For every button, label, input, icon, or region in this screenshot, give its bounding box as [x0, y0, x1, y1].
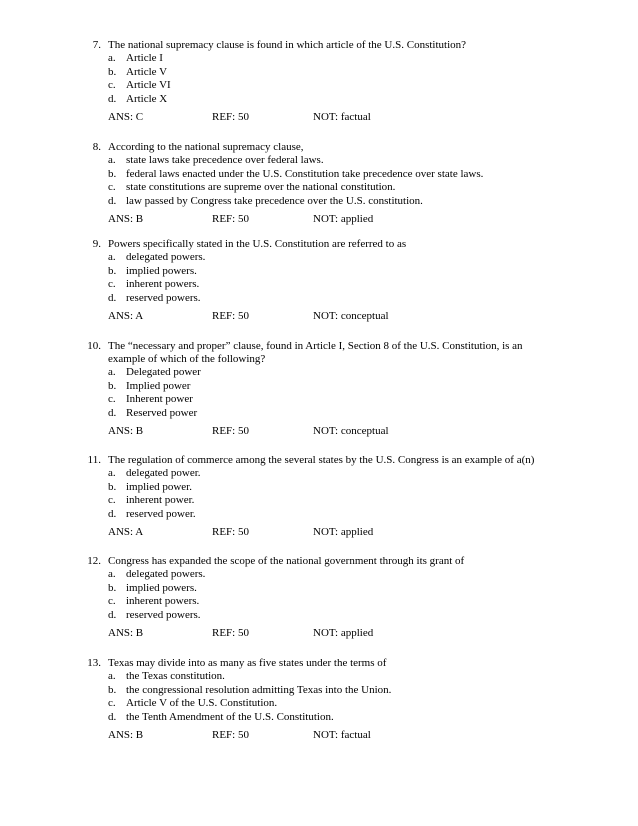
- option-a: [0, 366, 638, 380]
- option-letter: c.: [108, 494, 116, 507]
- question-number: 12.: [87, 555, 101, 567]
- option-letter: a.: [108, 670, 116, 682]
- option-text: delegated powers.: [126, 568, 206, 580]
- reference: REF: 50: [212, 425, 249, 438]
- option-text: Delegated power: [126, 366, 201, 378]
- option-a: [0, 467, 638, 481]
- option-d: [0, 407, 638, 421]
- option-b: [0, 168, 638, 182]
- option-text: state laws take precedence over federal laws.: [126, 154, 324, 166]
- option-text: law passed by Congress take precedence over the U.S. constitution.: [126, 194, 423, 207]
- question-text: The “necessary and proper” clause, found in Article I, Section 8 of the U.S. Constitution, is an: [108, 340, 523, 352]
- option-text: inherent powers.: [126, 278, 200, 291]
- option-letter: a.: [108, 366, 116, 378]
- option-letter: d.: [108, 608, 117, 621]
- question-stem: [0, 141, 638, 154]
- option-d: [0, 292, 638, 306]
- option-text: federal laws enacted under the U.S. Constitution take precedence over state laws.: [126, 167, 484, 180]
- reference: REF: 50: [212, 627, 249, 640]
- option-letter: c.: [108, 697, 116, 710]
- option-a: [0, 670, 638, 684]
- answer-key: ANS: B: [108, 729, 144, 742]
- answer-key: ANS: C: [108, 111, 144, 124]
- option-text: reserved powers.: [126, 608, 201, 621]
- option-text: inherent power.: [126, 494, 195, 507]
- note: NOT: conceptual: [313, 425, 389, 438]
- option-letter: b.: [108, 480, 117, 493]
- option-letter: c.: [108, 393, 116, 406]
- option-b: [0, 684, 638, 698]
- answer-key: ANS: A: [108, 526, 144, 539]
- option-text: the Texas constitution.: [126, 670, 225, 682]
- option-text: the Tenth Amendment of the U.S. Constitution.: [126, 710, 334, 723]
- option-letter: d.: [108, 406, 117, 419]
- option-text: implied powers.: [126, 264, 197, 277]
- note: NOT: applied: [313, 627, 374, 640]
- option-letter: d.: [108, 710, 117, 723]
- question-stem: [0, 238, 638, 251]
- option-b: [0, 582, 638, 596]
- answer-key: ANS: A: [108, 310, 144, 323]
- option-letter: a.: [108, 251, 116, 263]
- option-letter: a.: [108, 52, 116, 64]
- answer-line: [0, 111, 638, 124]
- answer-key: ANS: B: [108, 213, 144, 226]
- question-stem: [0, 39, 638, 52]
- option-letter: c.: [108, 79, 116, 92]
- option-d: [0, 711, 638, 725]
- answer-line: [0, 310, 638, 323]
- option-letter: a.: [108, 467, 116, 479]
- option-text: reserved powers.: [126, 291, 201, 304]
- option-letter: d.: [108, 92, 117, 105]
- question-text: Congress has expanded the scope of the national government through its grant of: [108, 555, 465, 567]
- option-b: [0, 66, 638, 80]
- question-12: [0, 555, 638, 640]
- option-text: the congressional resolution admitting Texas into the Union.: [126, 683, 392, 696]
- option-text: Inherent power: [126, 393, 193, 406]
- option-text: Reserved power: [126, 406, 198, 419]
- question-text: example of which of the following?: [108, 353, 266, 365]
- option-a: [0, 52, 638, 66]
- option-c: [0, 697, 638, 711]
- question-text: Powers specifically stated in the U.S. Constitution are referred to as: [108, 238, 407, 250]
- option-b: [0, 265, 638, 279]
- answer-line: [0, 627, 638, 640]
- option-letter: d.: [108, 291, 117, 304]
- option-a: [0, 568, 638, 582]
- option-letter: b.: [108, 379, 117, 392]
- option-d: [0, 508, 638, 522]
- option-text: state constitutions are supreme over the national constitution.: [126, 181, 396, 194]
- question-stem: [0, 657, 638, 670]
- answer-line: [0, 213, 638, 226]
- reference: REF: 50: [212, 213, 249, 226]
- question-text: Texas may divide into as many as five states under the terms of: [108, 657, 387, 669]
- option-d: [0, 93, 638, 107]
- option-b: [0, 481, 638, 495]
- question-number: 11.: [87, 454, 101, 466]
- question-stem: [0, 340, 638, 353]
- option-c: [0, 393, 638, 407]
- question-10: [0, 340, 638, 438]
- question-7: [0, 39, 638, 124]
- option-letter: c.: [108, 595, 116, 608]
- option-text: reserved power.: [126, 507, 196, 520]
- question-8: [0, 141, 638, 226]
- option-b: [0, 380, 638, 394]
- option-letter: c.: [108, 181, 116, 194]
- question-stem: [0, 454, 638, 467]
- answer-key: ANS: B: [108, 425, 144, 438]
- note: NOT: applied: [313, 526, 374, 539]
- option-d: [0, 195, 638, 209]
- answer-line: [0, 425, 638, 438]
- question-text: The regulation of commerce among the several states by the U.S. Congress is an example of a(n): [108, 454, 535, 466]
- question-text: The national supremacy clause is found in which article of the U.S. Constitution?: [108, 39, 467, 51]
- option-text: Article I: [126, 52, 163, 64]
- option-d: [0, 609, 638, 623]
- reference: REF: 50: [212, 729, 249, 742]
- option-text: Article VI: [126, 79, 171, 92]
- option-c: [0, 278, 638, 292]
- question-number: 13.: [87, 657, 101, 669]
- note: NOT: conceptual: [313, 310, 389, 323]
- option-text: Article V: [126, 65, 168, 78]
- option-text: Implied power: [126, 379, 191, 392]
- note: NOT: factual: [313, 729, 371, 742]
- reference: REF: 50: [212, 111, 249, 124]
- question-number: 8.: [92, 141, 101, 153]
- option-letter: b.: [108, 65, 117, 78]
- option-c: [0, 181, 638, 195]
- question-text: According to the national supremacy clause,: [108, 141, 304, 153]
- answer-line: [0, 526, 638, 539]
- question-stem: [0, 555, 638, 568]
- question-stem-continued: [0, 353, 638, 366]
- option-letter: a.: [108, 154, 116, 166]
- option-a: [0, 251, 638, 265]
- option-c: [0, 79, 638, 93]
- question-number: 9.: [92, 238, 101, 250]
- answer-line: [0, 729, 638, 742]
- reference: REF: 50: [212, 310, 249, 323]
- option-letter: d.: [108, 507, 117, 520]
- option-letter: a.: [108, 568, 116, 580]
- option-letter: c.: [108, 278, 116, 291]
- answer-key: ANS: B: [108, 627, 144, 640]
- option-text: Article X: [126, 92, 168, 105]
- option-letter: b.: [108, 683, 117, 696]
- option-letter: d.: [108, 194, 117, 207]
- reference: REF: 50: [212, 526, 249, 539]
- option-letter: b.: [108, 581, 117, 594]
- question-13: [0, 657, 638, 742]
- question-number: 7.: [92, 39, 101, 51]
- option-text: delegated powers.: [126, 251, 206, 263]
- question-number: 10.: [87, 340, 101, 352]
- option-letter: b.: [108, 264, 117, 277]
- option-c: [0, 494, 638, 508]
- option-c: [0, 595, 638, 609]
- question-9: [0, 238, 638, 323]
- option-text: implied powers.: [126, 581, 197, 594]
- note: NOT: factual: [313, 111, 371, 124]
- option-letter: b.: [108, 167, 117, 180]
- question-11: [0, 454, 638, 539]
- option-text: delegated power.: [126, 467, 201, 479]
- option-text: implied power.: [126, 480, 192, 493]
- option-text: inherent powers.: [126, 595, 200, 608]
- option-text: Article V of the U.S. Constitution.: [126, 697, 278, 710]
- option-a: [0, 154, 638, 168]
- note: NOT: applied: [313, 213, 374, 226]
